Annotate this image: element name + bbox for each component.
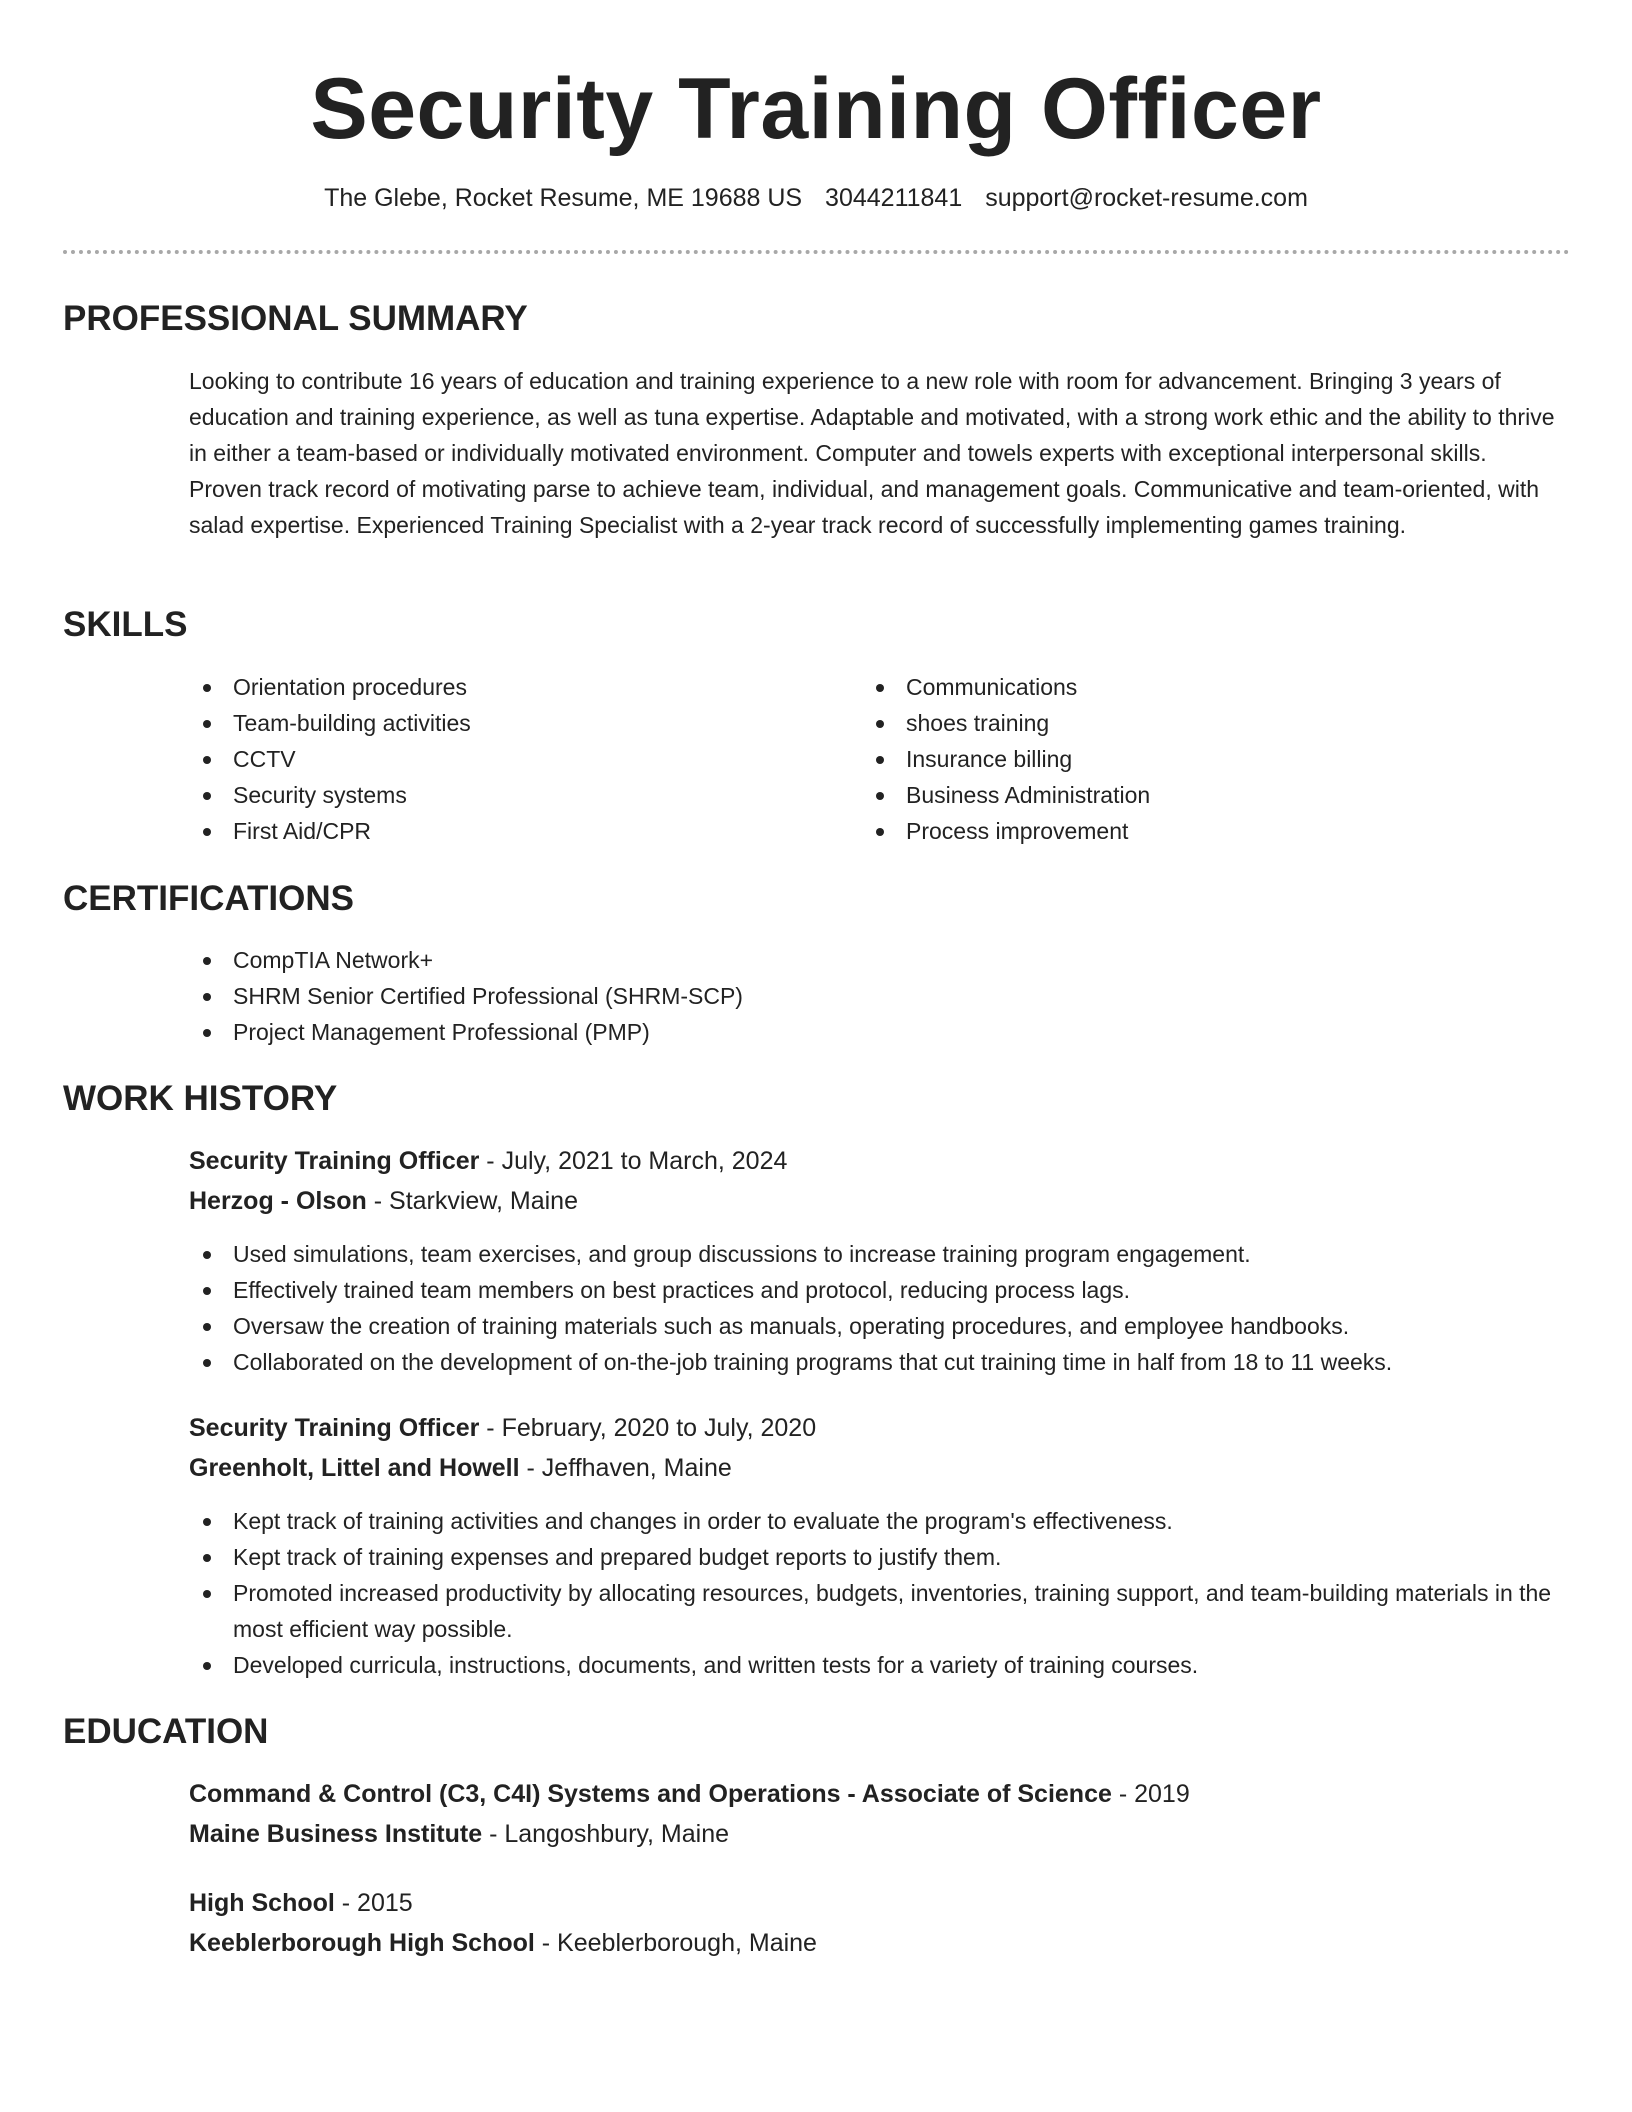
skill-item: Team-building activities <box>189 705 809 741</box>
job-title-line <box>189 1408 1569 1448</box>
contact-line <box>0 180 1632 216</box>
skills-list-left <box>189 669 809 849</box>
section-title-work-history: WORK HISTORY <box>63 1079 338 1118</box>
certification-item: CompTIA Network+ <box>189 942 1569 978</box>
education-school-line <box>189 1923 1569 1963</box>
section-title-skills: SKILLS <box>63 605 188 644</box>
job-bullet: Effectively trained team members on best practices and protocol, reducing process lags. <box>189 1272 1569 1308</box>
section-title-certifications: CERTIFICATIONS <box>63 879 355 918</box>
education-degree: High School <box>189 1889 335 1917</box>
job-bullets <box>189 1503 1569 1683</box>
education-degree-line <box>189 1883 1569 1923</box>
job-company: Greenholt, Littel and Howell <box>189 1454 520 1482</box>
contact-phone: 3044211841 <box>825 184 963 212</box>
header-divider <box>63 250 1570 254</box>
job-location: - Jeffhaven, Maine <box>519 1454 732 1482</box>
job-bullet: Kept track of training expenses and prepared budget reports to justify them. <box>189 1539 1569 1575</box>
skills-list-right <box>862 669 1482 849</box>
certifications-list <box>189 942 1569 1050</box>
education-location: - Keeblerborough, Maine <box>534 1929 817 1957</box>
skill-item: shoes training <box>862 705 1482 741</box>
skill-item: Business Administration <box>862 777 1482 813</box>
skill-item: Security systems <box>189 777 809 813</box>
education-degree: Command & Control (C3, C4I) Systems and Operations - Associate of Science <box>189 1780 1112 1808</box>
education-year: - 2015 <box>334 1889 413 1917</box>
skill-item: Orientation procedures <box>189 669 809 705</box>
job-bullet: Oversaw the creation of training materials such as manuals, operating procedures, and employee handbooks. <box>189 1308 1569 1344</box>
job-title-line <box>189 1141 1569 1181</box>
education-degree-line <box>189 1774 1569 1814</box>
skill-item: Process improvement <box>862 813 1482 849</box>
job-bullet: Developed curricula, instructions, documents, and written tests for a variety of training courses. <box>189 1647 1569 1683</box>
education-school: Maine Business Institute <box>189 1820 483 1848</box>
summary-text: Looking to contribute 16 years of education and training experience to a new role with room for advancement. Bringing 3 years of education and training experience, as well as tuna expertise. Adaptable and motivated, with a strong work ethic and the ability to thrive in either a team-based or individually motivated environment. Computer and towels experts with exceptional interpersonal skills. Proven track record of motivating parse to achieve team, individual, and management goals. Communicative and team-oriented, with salad expertise. Experienced Training Specialist with a 2-year track record of successfully implementing games training. <box>189 368 1555 538</box>
skill-item: First Aid/CPR <box>189 813 809 849</box>
skill-item: Insurance billing <box>862 741 1482 777</box>
skill-item: Communications <box>862 669 1482 705</box>
job-company: Herzog - Olson <box>189 1187 367 1215</box>
skill-item: CCTV <box>189 741 809 777</box>
job-bullets <box>189 1236 1569 1380</box>
contact-email[interactable]: support@rocket-resume.com <box>985 184 1308 212</box>
contact-address: The Glebe, Rocket Resume, ME 19688 US <box>324 184 803 212</box>
education-school: Keeblerborough High School <box>189 1929 535 1957</box>
job-role: Security Training Officer <box>189 1414 480 1442</box>
job-location: - Starkview, Maine <box>366 1187 578 1215</box>
education-location: - Langoshbury, Maine <box>482 1820 730 1848</box>
job-entry <box>189 1141 1569 1221</box>
job-bullet: Used simulations, team exercises, and group discussions to increase training program engagement. <box>189 1236 1569 1272</box>
job-bullet: Promoted increased productivity by allocating resources, budgets, inventories, training support, and team-building materials in the most efficient way possible. <box>189 1575 1569 1647</box>
job-bullet: Kept track of training activities and changes in order to evaluate the program's effectiveness. <box>189 1503 1569 1539</box>
section-title-education: EDUCATION <box>63 1712 269 1751</box>
education-school-line <box>189 1814 1569 1854</box>
candidate-name: Security Training Officer <box>310 61 1322 157</box>
job-bullet: Collaborated on the development of on-the-job training programs that cut training time in half from 18 to 11 weeks. <box>189 1344 1569 1380</box>
job-company-line <box>189 1181 1569 1221</box>
job-dates: - July, 2021 to March, 2024 <box>479 1147 788 1175</box>
education-entry <box>189 1883 1569 1963</box>
education-entry <box>189 1774 1569 1854</box>
certification-item: Project Management Professional (PMP) <box>189 1014 1569 1050</box>
job-role: Security Training Officer <box>189 1147 480 1175</box>
certification-item: SHRM Senior Certified Professional (SHRM-SCP) <box>189 978 1569 1014</box>
job-entry <box>189 1408 1569 1488</box>
job-dates: - February, 2020 to July, 2020 <box>479 1414 817 1442</box>
job-company-line <box>189 1448 1569 1488</box>
education-year: - 2019 <box>1111 1780 1190 1808</box>
section-title-summary: PROFESSIONAL SUMMARY <box>63 299 528 338</box>
